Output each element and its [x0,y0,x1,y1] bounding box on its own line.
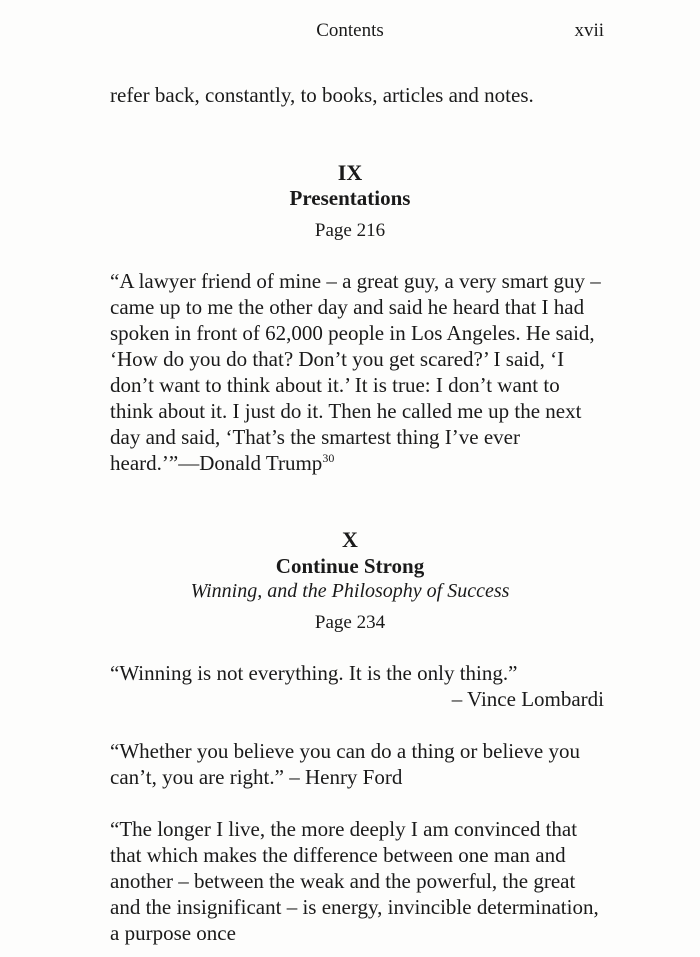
page-number: xvii [574,20,604,41]
quote-trump [110,268,604,476]
running-header [0,20,700,46]
quote-lombardi-attribution: – Vince Lombardi [451,687,604,711]
quote-energy: “The longer I live, the more deeply I am convinced that that which makes the difference between one man and another – between the weak and the powerful, the great and the insignificant – is energy, invincible determination, a purpose once [110,817,599,945]
section-numeral-ix: IX [337,160,363,185]
section-page-ref-x: Page 234 [314,612,386,633]
section-title-continue-strong: Continue Strong [275,554,425,578]
quote-ford: “Whether you believe you can do a thing or believe you can’t, you are right.” – Henry Ford [110,739,580,789]
quote-trump-text: “A lawyer friend of mine – a great guy, a very smart guy – came up to me the other day and said he heard that I had spoken in front of 62,000 people in Los Angeles. He said, ‘How do you do that? Don’t you get scared?’ I said, ‘I don’t want to think about it.’ It is true: I don’t want to think about it. I just do it. Then he called me up the next day and said, ‘That’s the smartest thing I’ve ever heard.’”—Donald Trump [110,269,601,475]
intro-continuation: refer back, constantly, to books, articles and notes. [110,83,534,107]
footnote-marker: 30 [322,451,335,465]
running-head-title: Contents [316,20,384,41]
section-subtitle: Winning, and the Philosophy of Success [190,580,510,602]
section-page-ref-ix: Page 216 [314,220,386,241]
quote-lombardi: “Winning is not everything. It is the only thing.” [110,661,518,685]
section-title-presentations: Presentations [289,186,411,210]
section-numeral-x: X [342,527,358,552]
